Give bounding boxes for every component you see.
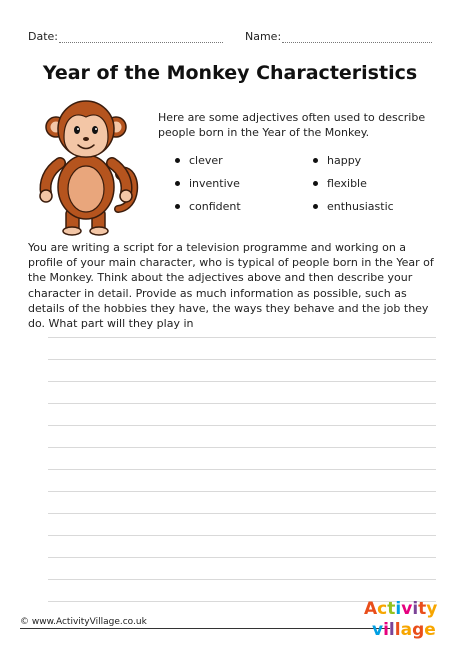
adjective-item [313, 200, 394, 214]
header-row [28, 30, 432, 46]
adjective-label: flexible [327, 177, 367, 190]
writing-line[interactable] [48, 337, 436, 338]
writing-line[interactable] [48, 491, 436, 492]
writing-line[interactable] [48, 359, 436, 360]
bullet-icon [313, 181, 318, 186]
logo-word-activity: Activity [364, 599, 438, 619]
monkey-illustration [30, 97, 142, 237]
bullet-icon [175, 181, 180, 186]
adjective-label: happy [327, 154, 362, 167]
writing-line[interactable] [48, 381, 436, 382]
adjective-item [313, 177, 367, 191]
bullet-icon [175, 204, 180, 209]
adjective-label: clever [189, 154, 223, 167]
writing-line[interactable] [48, 403, 436, 404]
copyright-text: © www.ActivityVillage.co.uk [20, 617, 147, 627]
writing-line[interactable] [48, 447, 436, 448]
bullet-icon [313, 158, 318, 163]
logo-word-village: village [372, 620, 436, 640]
writing-line[interactable] [48, 469, 436, 470]
adjective-label: confident [189, 200, 241, 213]
date-label: Date: [28, 30, 58, 43]
adjective-label: inventive [189, 177, 240, 190]
writing-line[interactable] [48, 425, 436, 426]
adjective-item [175, 154, 223, 168]
name-label: Name: [245, 30, 282, 43]
date-field-line[interactable] [59, 42, 223, 43]
writing-line[interactable] [48, 579, 436, 580]
activity-village-logo [360, 596, 446, 640]
writing-line[interactable] [48, 557, 436, 558]
instructions-text: You are writing a script for a television programme and working on a profile of your main character, who is typical of people born in the Year of the Monkey. Think about the adjectives above and then describe your character in detail. Provide as much information as possible, such as details of the hobbies they have, the ways they behave and the job they do. What part will they play in [28, 241, 434, 331]
adjective-label: enthusiastic [327, 200, 394, 213]
page-title: Year of the Monkey Characteristics [42, 62, 418, 84]
bullet-icon [175, 158, 180, 163]
adjective-list [175, 154, 435, 224]
bullet-icon [313, 204, 318, 209]
writing-line[interactable] [48, 535, 436, 536]
writing-line[interactable] [48, 513, 436, 514]
adjective-item [313, 154, 361, 168]
adjective-item [175, 200, 241, 214]
footer-divider [20, 628, 390, 629]
intro-text: Here are some adjectives often used to describe people born in the Year of the Monkey. [158, 111, 426, 139]
name-field-line[interactable] [282, 42, 432, 43]
adjective-item [175, 177, 240, 191]
